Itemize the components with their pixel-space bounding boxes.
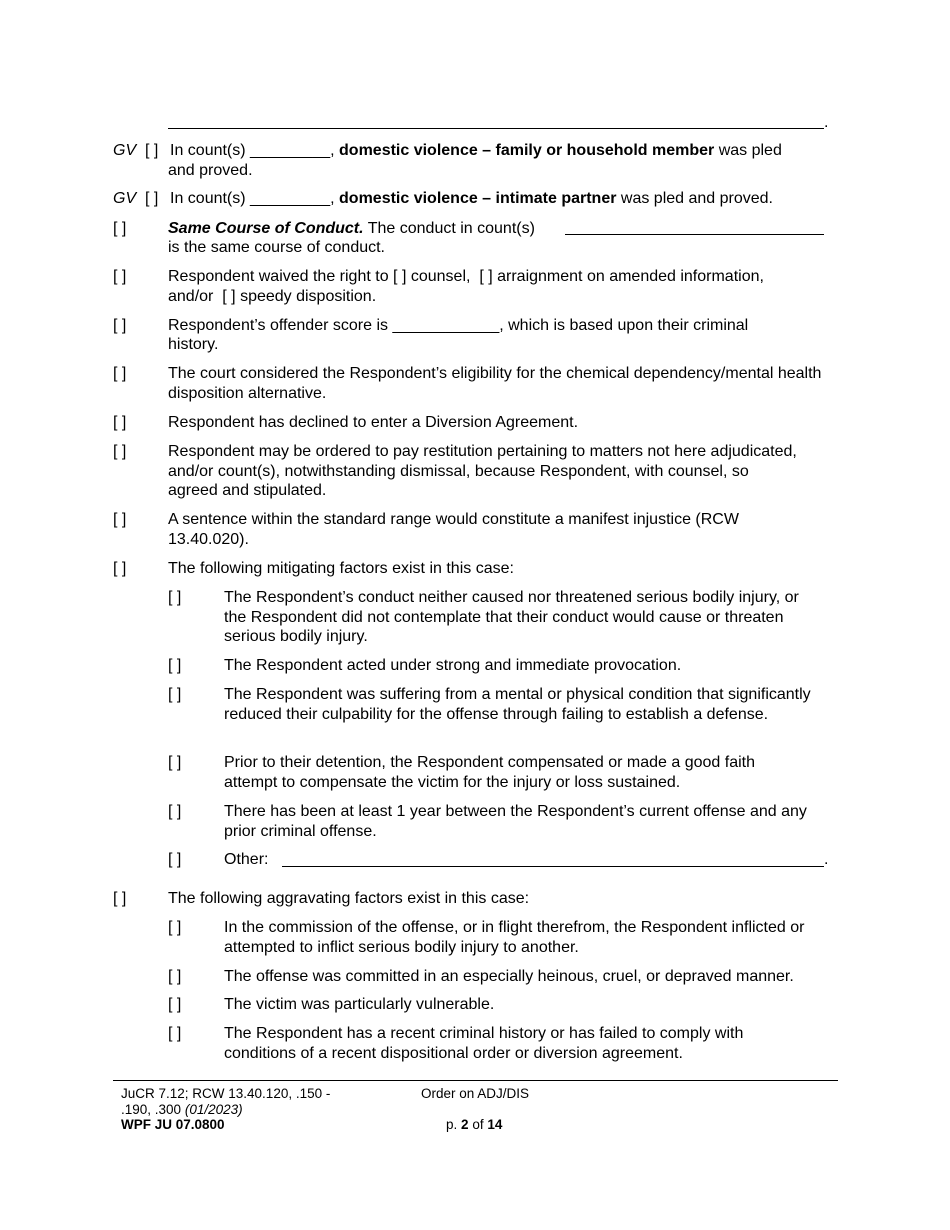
page-number: p. 2 of 14 <box>446 1117 503 1132</box>
mitigating-factor-checkbox[interactable]: [ ] <box>168 803 182 820</box>
mitigating-checkbox[interactable]: [ ] <box>113 560 127 577</box>
aggravating-factor-text: The offense was committed in an especially heinous, cruel, or depraved manner. <box>224 968 794 985</box>
aggravating-factor-checkbox[interactable]: [ ] <box>168 919 182 936</box>
gv1-post: was pled <box>718 142 782 159</box>
mitigating-factor-text: There has been at least 1 year between the Respondent’s current offense and any prior criminal offense. <box>224 803 807 840</box>
aggravating-factor-text: In the commission of the offense, or in flight therefrom, the Respondent inflicted or attempted to inflict serious bodily injury to another. <box>224 919 805 956</box>
gv-label-2: GV <box>113 190 137 207</box>
same-course-cont: is the same course of conduct. <box>168 239 385 256</box>
gv2-checkbox[interactable]: [ ] <box>145 190 159 207</box>
same-course-checkbox[interactable]: [ ] <box>113 220 127 237</box>
gv1-bold: domestic violence – family or household member <box>339 142 715 159</box>
top-line-end: . <box>824 114 829 131</box>
citation-rcw: .190, .300 <box>121 1102 182 1117</box>
gv1-checkbox[interactable]: [ ] <box>145 142 159 159</box>
same-course-text <box>168 219 568 239</box>
restitution-checkbox[interactable]: [ ] <box>113 443 127 460</box>
aggravating-factor-checkbox[interactable]: [ ] <box>168 1025 182 1042</box>
mitigating-other-field[interactable] <box>282 852 824 867</box>
gv2-post: was pled and proved. <box>620 190 773 207</box>
mitigating-factor-checkbox[interactable]: [ ] <box>168 589 182 606</box>
chem-dep-checkbox[interactable]: [ ] <box>113 365 127 382</box>
speedy-checkbox[interactable]: [ ] <box>222 288 236 305</box>
signature-line-top[interactable] <box>168 128 824 129</box>
gv2-pre: In count(s) _________, <box>170 190 335 207</box>
gv1-pre: In count(s) _________, <box>170 142 335 159</box>
mitigating-factor-text: The Respondent acted under strong and immediate provocation. <box>224 657 682 674</box>
aggravating-factor-checkbox[interactable]: [ ] <box>168 968 182 985</box>
form-title: Order on ADJ/DIS <box>421 1086 530 1101</box>
aggravating-factor-text: The victim was particularly vulnerable. <box>224 996 495 1013</box>
aggravating-factor-text: The Respondent has a recent criminal history or has failed to comply with conditions of a recent dispositional order or diversion agreement. <box>224 1025 744 1062</box>
waived-line2 <box>168 287 838 307</box>
aggravating-factor-checkbox[interactable]: [ ] <box>168 996 182 1013</box>
speedy-label: speedy disposition. <box>240 288 377 305</box>
counsel-checkbox[interactable]: [ ] <box>393 268 407 285</box>
aggravating-checkbox[interactable]: [ ] <box>113 890 127 907</box>
gv1-text <box>170 141 840 161</box>
waived-and-or: and/or <box>168 288 214 305</box>
same-course-title: Same Course of Conduct. <box>168 220 364 237</box>
revision-date: (01/2023) <box>184 1102 243 1117</box>
mitigating-factor-text: Prior to their detention, the Respondent compensated or made a good faith attempt to compensate the victim for the injury or loss sustained. <box>224 754 756 791</box>
score-cont: history. <box>168 336 219 353</box>
diversion-text: Respondent has declined to enter a Diversion Agreement. <box>168 414 579 431</box>
mitigating-other-checkbox[interactable]: [ ] <box>168 851 182 868</box>
same-course-pre: The conduct in count(s) <box>367 220 535 237</box>
mitigating-factor-checkbox[interactable]: [ ] <box>168 657 182 674</box>
restitution-text: Respondent may be ordered to pay restitution pertaining to matters not here adjudicated, and/or count(s), notwithstanding dismissal, because Respondent, with counsel, so agreed and stipulated. <box>168 443 797 499</box>
waived-pre: Respondent waived the right to <box>168 268 389 285</box>
gv2-bold: domestic violence – intimate partner <box>339 190 617 207</box>
arraignment-checkbox[interactable]: [ ] <box>479 268 493 285</box>
gv2-text <box>170 189 840 209</box>
arraignment-label: arraignment on amended information, <box>497 268 764 285</box>
chem-dep-text: The court considered the Respondent’s eligibility for the chemical dependency/mental health disposition alternative. <box>168 365 822 402</box>
mitigating-heading: The following mitigating factors exist in this case: <box>168 560 514 577</box>
score-text: Respondent’s offender score is ____________, which is based upon their criminal <box>168 317 749 334</box>
mitigating-factor-checkbox[interactable]: [ ] <box>168 754 182 771</box>
footer-citation-line2 <box>121 1102 243 1118</box>
footer-rule <box>113 1080 838 1081</box>
mitigating-factor-checkbox[interactable]: [ ] <box>168 686 182 703</box>
same-course-count-field[interactable] <box>565 220 824 235</box>
mitigating-factor-text: The Respondent was suffering from a mental or physical condition that significantly reduced their culpability for the offense through failing to establish a defense. <box>224 686 811 723</box>
gv1-cont: and proved. <box>168 162 253 179</box>
footer-citation-line1: JuCR 7.12; RCW 13.40.120, .150 - <box>121 1086 331 1101</box>
mitigating-other-end: . <box>824 851 829 868</box>
mitigating-other-label: Other: <box>224 851 269 868</box>
aggravating-heading: The following aggravating factors exist in this case: <box>168 890 530 907</box>
form-number: WPF JU 07.0800 <box>121 1117 225 1132</box>
manifest-text: A sentence within the standard range would constitute a manifest injustice (RCW 13.40.020). <box>168 511 739 548</box>
score-checkbox[interactable]: [ ] <box>113 317 127 334</box>
counsel-label: counsel, <box>410 268 471 285</box>
diversion-checkbox[interactable]: [ ] <box>113 414 127 431</box>
mitigating-factor-text: The Respondent’s conduct neither caused nor threatened serious bodily injury, or the Respondent did not contemplate that their conduct would cause or threaten serious bodily injury. <box>224 589 799 645</box>
gv-label: GV <box>113 142 137 159</box>
waived-line1 <box>168 267 838 287</box>
manifest-checkbox[interactable]: [ ] <box>113 511 127 528</box>
waived-checkbox[interactable]: [ ] <box>113 268 127 285</box>
